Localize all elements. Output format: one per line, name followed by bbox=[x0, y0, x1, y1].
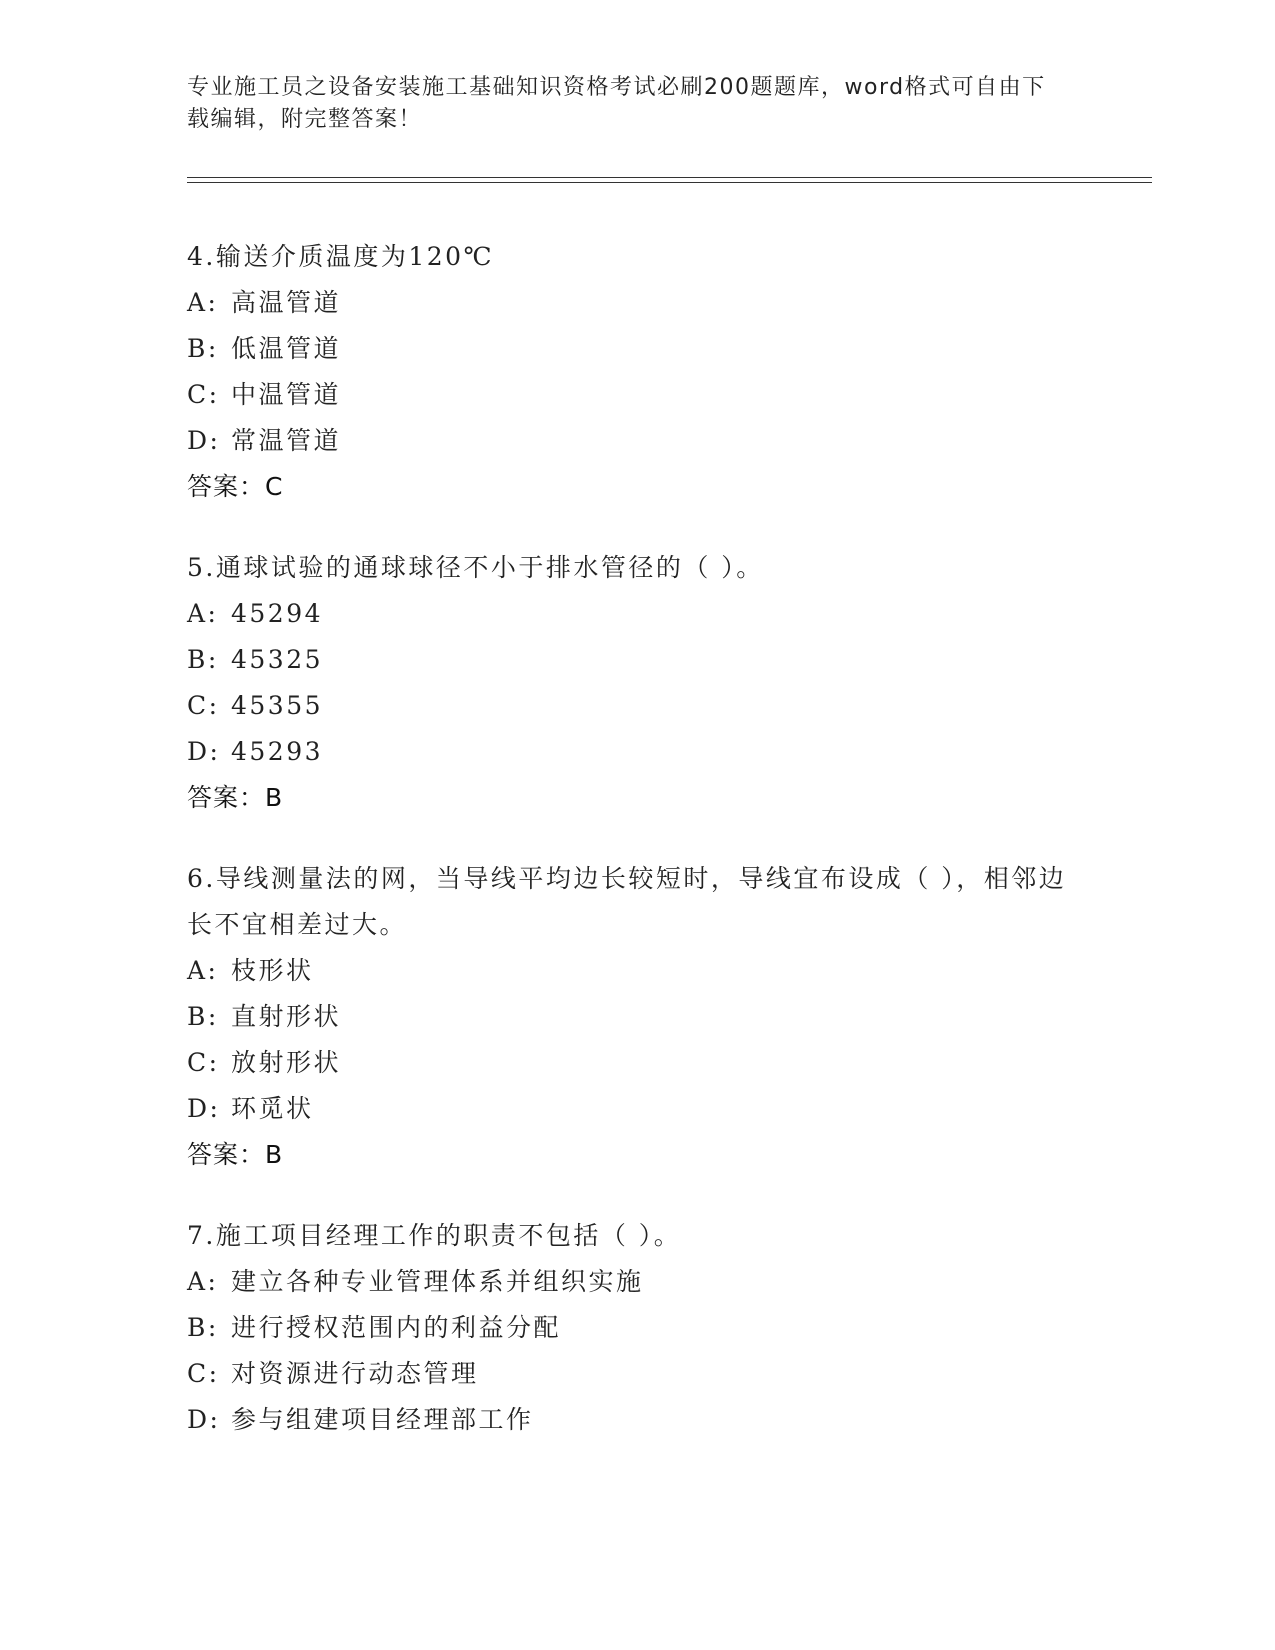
option-a bbox=[187, 948, 1087, 994]
option-label: D: bbox=[187, 1405, 221, 1434]
answer-text: 答案：B bbox=[187, 783, 284, 812]
option-label: A: bbox=[187, 599, 219, 628]
option-d bbox=[187, 729, 1087, 775]
option-text: 45294 bbox=[231, 599, 324, 628]
answer-text: 答案：C bbox=[187, 472, 284, 501]
option-text: 进行授权范围内的利益分配 bbox=[231, 1313, 562, 1342]
option-label: B: bbox=[187, 1313, 219, 1342]
option-text: 高温管道 bbox=[231, 288, 342, 317]
question-5 bbox=[187, 545, 1087, 821]
option-label: D: bbox=[187, 737, 221, 766]
option-d bbox=[187, 418, 1087, 464]
option-label: D: bbox=[187, 1094, 221, 1123]
option-text: 放射形状 bbox=[231, 1048, 342, 1077]
option-label: B: bbox=[187, 1002, 219, 1031]
option-b bbox=[187, 994, 1087, 1040]
question-7 bbox=[187, 1213, 1087, 1443]
question-text: 7.施工项目经理工作的职责不包括（ ）。 bbox=[187, 1221, 682, 1250]
answer-text: 答案：B bbox=[187, 1140, 284, 1169]
option-label: B: bbox=[187, 645, 219, 674]
option-b bbox=[187, 326, 1087, 372]
question-6 bbox=[187, 856, 1087, 1178]
option-label: C: bbox=[187, 1048, 220, 1077]
option-b bbox=[187, 1305, 1087, 1351]
option-d bbox=[187, 1397, 1087, 1443]
option-text: 枝形状 bbox=[231, 956, 314, 985]
option-label: A: bbox=[187, 1267, 219, 1296]
option-text: 45325 bbox=[231, 645, 324, 674]
option-text: 中温管道 bbox=[231, 380, 342, 409]
option-b bbox=[187, 637, 1087, 683]
option-text: 参与组建项目经理部工作 bbox=[231, 1405, 534, 1434]
question-text: 5.通球试验的通球球径不小于排水管径的（ ）。 bbox=[187, 553, 764, 582]
option-label: C: bbox=[187, 691, 220, 720]
option-label: A: bbox=[187, 956, 219, 985]
question-4 bbox=[187, 234, 1087, 510]
option-a bbox=[187, 591, 1087, 637]
option-label: C: bbox=[187, 380, 220, 409]
option-c bbox=[187, 1040, 1087, 1086]
option-d bbox=[187, 1086, 1087, 1132]
option-c bbox=[187, 372, 1087, 418]
question-text: 6.导线测量法的网，当导线平均边长较短时，导线宜布设成（ ），相邻边长不宜相差过大。 bbox=[187, 864, 1067, 939]
option-a bbox=[187, 1259, 1087, 1305]
option-label: B: bbox=[187, 334, 219, 363]
option-a bbox=[187, 280, 1087, 326]
option-label: C: bbox=[187, 1359, 220, 1388]
option-text: 45355 bbox=[231, 691, 324, 720]
question-list bbox=[187, 234, 1087, 1478]
option-label: A: bbox=[187, 288, 219, 317]
option-text: 直射形状 bbox=[231, 1002, 342, 1031]
option-text: 常温管道 bbox=[231, 426, 342, 455]
option-text: 低温管道 bbox=[231, 334, 342, 363]
option-label: D: bbox=[187, 426, 221, 455]
option-text: 建立各种专业管理体系并组织实施 bbox=[231, 1267, 644, 1296]
document-header: 专业施工员之设备安装施工基础知识资格考试必刷200题题库，word格式可自由下载编辑，附完整答案！ bbox=[187, 75, 1046, 132]
header-divider-top bbox=[187, 177, 1152, 178]
option-text: 环觅状 bbox=[231, 1094, 314, 1123]
option-c bbox=[187, 683, 1087, 729]
question-text: 4.输送介质温度为120℃ bbox=[187, 242, 495, 271]
option-c bbox=[187, 1351, 1087, 1397]
option-text: 45293 bbox=[231, 737, 324, 766]
header-divider-bottom bbox=[187, 182, 1152, 183]
option-text: 对资源进行动态管理 bbox=[231, 1359, 479, 1388]
